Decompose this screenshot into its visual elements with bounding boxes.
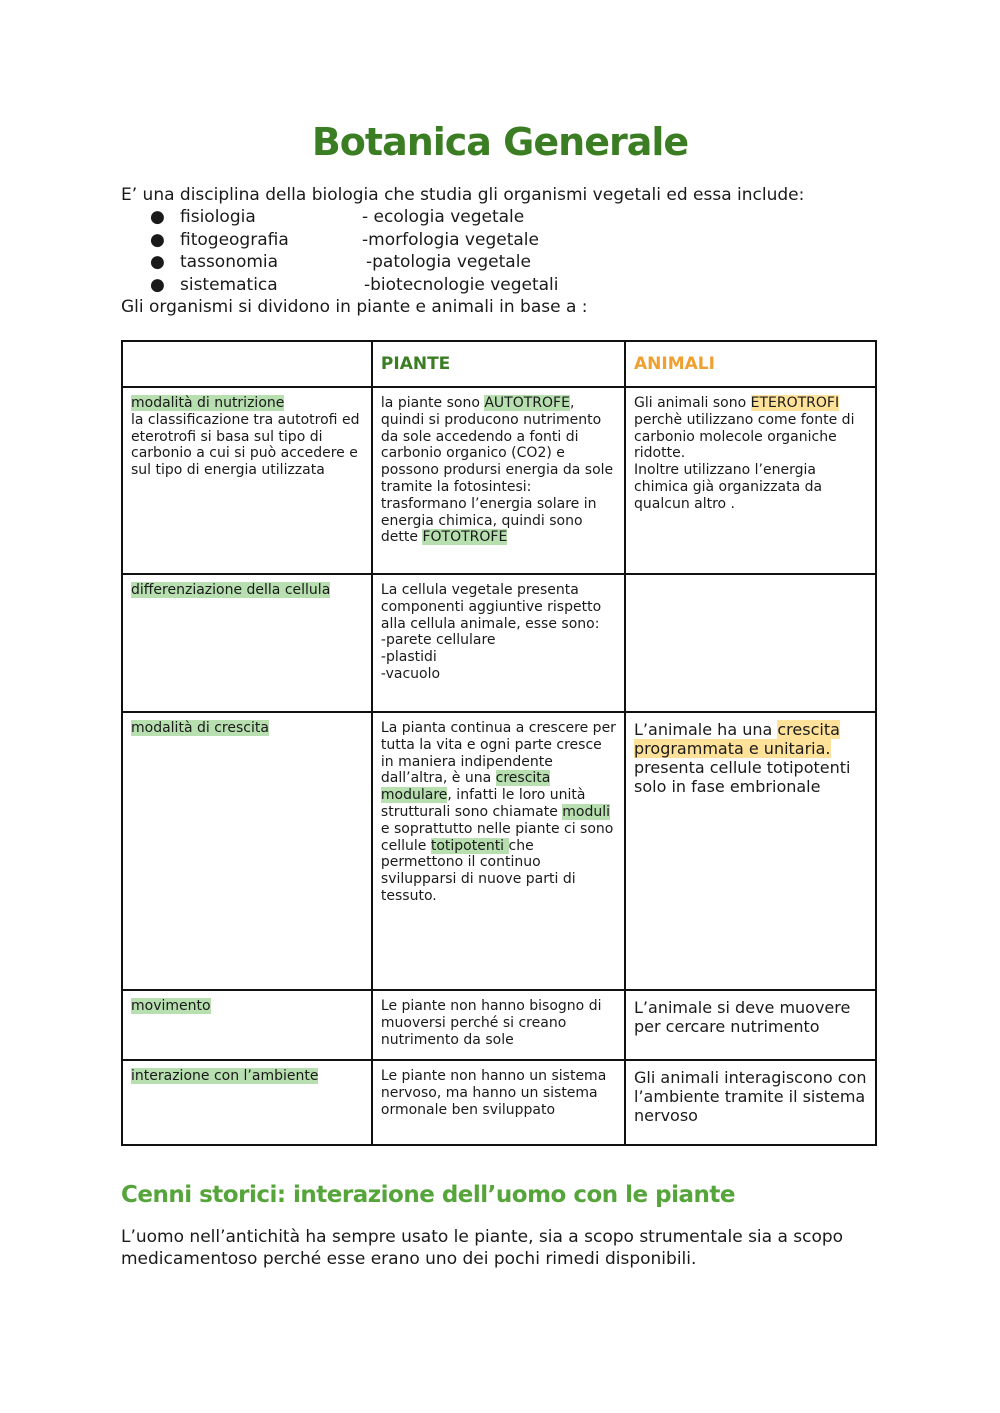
cell-animali-movimento: L’animale si deve muovere per cercare nutrimento [625,990,876,1060]
page-title: Botanica Generale [311,120,689,164]
cell-piante-nutrizione: la piante sono AUTOTROFE, quindi si producono nutrimento da sole accedendo a fonti di carbonio organico (CO2) e possono prodursi energia da sole tramite la fotosintesi: trasformano l’energia solare in energia chimica, quindi sono dette FOTOTROFE [372,387,625,574]
section-heading: Cenni storici: interazione dell’uomo con le piante [121,1182,735,1208]
bullet-icon: ● [150,274,165,295]
document-page: Botanica Generale E’ una disciplina della biologia che studia gli organismi vegetali ed essa include: ● fisiologia - ecologia vegetale ● fitogeografia -morfologia vegetale ● tassonomia -patologia vegetale ● sistematica -biotecnologie vegetali Gli organismi si dividono in piante e animali in base a : PIANTE ANIMALI modalità di nutrizione la classificazione tra autotrofi ed eterotrofi si basa sul tipo di carbonio a cui si può accedere e sul tipo di energia utilizzata la piante sono AUTOTROFE, quindi si producono nutrimento da sole accedendo a fonti di carbonio organico (CO2) e possono prodursi energia da sole tramite la fotosintesi: trasformano l’energia solare in energia chimica, quindi sono dette FOTOTROFE Gli animali sono ETEROTROFI perchè utilizzano come fonte di carbonio molecole organiche ridotte. Inoltre utilizzano l’energia chimica già organizzata da qualcun altro . differenziazione della cellula La cellula vegetale presenta componenti aggiuntive rispetto alla cellula animale, esse sono: -parete cellulare -plastidi -vacuolo modalità di crescita La pianta continua a crescere per tutta la vita e ogni parte cresce in maniera indipendente dall’altra, è una crescita modulare, infatti le loro unità strutturali sono chiamate moduli e soprattutto nelle piante ci sono cellule totipotenti che permettono il continuo svilupparsi di nuove parti di tessuto. L’animale ha una crescita programmata e unitaria. presenta cellule totipotenti solo in fase embrionale movimento Le piante non hanno bisogno di muoversi perché si creano nutrimento da sole L’animale si deve muovere per cercare nutrimento interazione con l’ambiente Le piante non hanno un sistema nervoso, ma hanno un sistema ormonale ben sviluppato Gli animali interagiscono con l’ambiente tramite il sistema nervoso Cenni storici: interazione dell’uomo con le piante L’uomo nell’antichità ha sempre usato le piante, sia a scopo strumentale sia a scopo medicamentoso perché esse erano uno dei pochi rimedi disponibili. [0,0,1000,1413]
cell-piante-cellula: La cellula vegetale presenta componenti aggiuntive rispetto alla cellula animale, esse sono: -parete cellulare -plastidi -vacuolo [372,574,625,712]
bullet-icon: ● [150,252,165,272]
header-animali: ANIMALI [625,341,876,387]
table-row [122,574,876,712]
cell-animali-cellula [625,574,876,712]
header-empty [122,341,372,387]
bullet-icon: ● [150,229,165,250]
cell-animali-nutrizione: Gli animali sono ETEROTROFI perchè utilizzano come fonte di carbonio molecole organiche ridotte. Inoltre utilizzano l’energia chimica già organizzata da qualcun altro . [625,387,876,574]
row-label-movimento: movimento [122,990,372,1060]
table-row [122,990,876,1060]
section-paragraph: L’uomo nell’antichità ha sempre usato le piante, sia a scopo strumentale sia a scopo medicamentoso perché esse erano uno dei pochi rimedi disponibili. [121,1227,844,1269]
cell-piante-crescita: La pianta continua a crescere per tutta la vita e ogni parte cresce in maniera indipendente dall’altra, è una crescita modulare, infatti le loro unità strutturali sono chiamate moduli e soprattutto nelle piante ci sono cellule totipotenti che permettono il continuo svilupparsi di nuove parti di tessuto. [372,712,625,990]
intro-paragraph: E’ una disciplina della biologia che studia gli organismi vegetali ed essa include: [121,185,805,205]
row-label-crescita: modalità di crescita [122,712,372,990]
table-intro: Gli organismi si dividono in piante e animali in base a : [121,297,588,317]
row-label-nutrizione: modalità di nutrizione la classificazione tra autotrofi ed eterotrofi si basa sul tipo di carbonio a cui si può accedere e sul tipo di energia utilizzata [122,387,372,574]
cell-piante-movimento: Le piante non hanno bisogno di muoversi perché si creano nutrimento da sole [372,990,625,1060]
row-label-cellula: differenziazione della cellula [122,574,372,712]
bullet-icon: ● [150,207,165,227]
header-piante: PIANTE [372,341,625,387]
table-row [122,712,876,990]
table-header-row [122,341,876,387]
cell-piante-ambiente: Le piante non hanno un sistema nervoso, ma hanno un sistema ormonale ben sviluppato [372,1060,625,1145]
table-row [122,387,876,574]
cell-animali-ambiente: Gli animali interagiscono con l’ambiente tramite il sistema nervoso [625,1060,876,1145]
table-row [122,1060,876,1145]
cell-animali-crescita: L’animale ha una crescita programmata e unitaria. presenta cellule totipotenti solo in fase embrionale [625,712,876,990]
row-label-ambiente: interazione con l’ambiente [122,1060,372,1145]
comparison-table [121,340,877,1146]
